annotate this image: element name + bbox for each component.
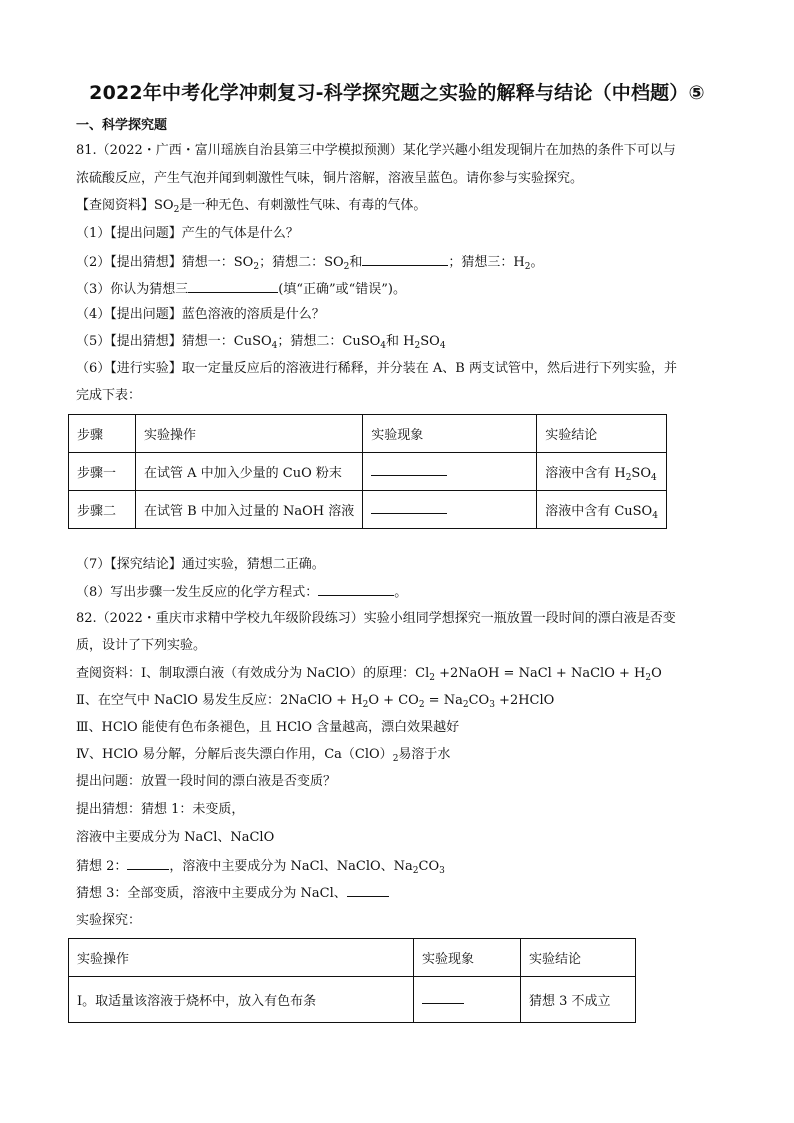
answer-blank[interactable] xyxy=(422,991,464,1004)
q81-item7: （7）【探究结论】通过实验，猜想二正确。 xyxy=(76,557,325,572)
q81-item6-line2: 完成下表： xyxy=(76,388,142,403)
q81-item8: （8）写出步骤一发生反应的化学方程式： 。 xyxy=(76,585,408,600)
table-cell-step: 步骤二 xyxy=(69,491,136,529)
answer-blank[interactable] xyxy=(318,583,394,596)
q82-hypothesis3: 猜想 3：全部变质，溶液中主要成分为 NaCl、 xyxy=(76,884,389,903)
table-cell-phenomenon xyxy=(414,977,521,1023)
q81-reference-info: 【查阅资料】$SO_2$是一种无色、有刺激性气味、有毒的气体。 xyxy=(76,198,427,215)
table-cell-phenomenon xyxy=(363,453,537,491)
q82-intro-line1: 82.（2022・重庆市求精中学校九年级阶段练习）实验小组同学想探究一瓶放置一段时间的漂白液是否变 xyxy=(76,611,676,626)
q82-hypothesis1-detail: 溶液中主要成分为 NaCl、NaClO xyxy=(76,830,275,845)
q81-item4: （4）【提出问题】蓝色溶液的溶质是什么？ xyxy=(76,307,325,322)
answer-blank[interactable] xyxy=(127,857,169,870)
q81-experiment-table xyxy=(68,414,667,529)
q81-intro-line1: 81.（2022・广西・富川瑶族自治县第三中学模拟预测）某化学兴趣小组发现铜片在加热的条件下可以与 xyxy=(76,143,676,158)
table-header-row xyxy=(69,415,667,453)
q81-item2: （2）【提出猜想】猜想一：$SO_2$；猜想二：$SO_2$和 ；猜想三：$H_2$。 xyxy=(76,255,544,272)
table-header-cell: 实验操作 xyxy=(69,939,414,977)
table-header-row xyxy=(69,939,636,977)
table-header-cell: 实验操作 xyxy=(136,415,363,453)
q81-intro-line2: 浓硫酸反应，产生气泡并闻到刺激性气味，铜片溶解，溶液呈蓝色。请你参与实验探究。 xyxy=(76,171,584,186)
answer-blank[interactable] xyxy=(188,280,278,293)
q81-item1: （1）【提出问题】产生的气体是什么？ xyxy=(76,226,299,241)
q82-hypothesis2: 猜想 2： ，溶液中主要成分为 NaCl、NaClO、$Na_2CO_3$ xyxy=(76,859,445,876)
table-cell-operation: 在试管 B 中加入过量的 NaOH 溶液 xyxy=(136,491,363,529)
table-row xyxy=(69,977,636,1023)
answer-blank[interactable] xyxy=(371,463,447,476)
q82-hypothesis-heading: 提出猜想：猜想 1：未变质， xyxy=(76,802,245,817)
table-row xyxy=(69,453,667,491)
table-header-cell: 实验现象 xyxy=(414,939,521,977)
table-cell-phenomenon xyxy=(363,491,537,529)
table-header-cell: 实验结论 xyxy=(521,939,636,977)
q81-item3: （3）你认为猜想三 (填“正确”或“错误”)。 xyxy=(76,282,407,297)
table-header-cell: 实验结论 xyxy=(537,415,667,453)
section-heading: 一、科学探究题 xyxy=(76,118,168,133)
q82-experiment-table xyxy=(68,938,636,1023)
q82-question: 提出问题：放置一段时间的漂白液是否变质？ xyxy=(76,774,337,789)
q82-explore-label: 实验探究： xyxy=(76,913,142,928)
table-cell-step: 步骤一 xyxy=(69,453,136,491)
q82-info1: 查阅资料：I、制取漂白液（有效成分为 NaClO）的原理：$Cl_2$ +2NaOH = NaCl + NaClO + $H_2O$ xyxy=(76,666,662,683)
q81-item5: （5）【提出猜想】猜想一：CuSO$_4$；猜想二：CuSO$_4$和 $H_2SO_4$ xyxy=(76,334,446,351)
q82-info3: Ⅲ、HClO 能使有色布条褪色，且 HClO 含量越高，漂白效果越好 xyxy=(76,720,460,735)
table-row xyxy=(69,491,667,529)
answer-blank[interactable] xyxy=(371,501,447,514)
table-cell-operation: Ⅰ。取适量该溶液于烧杯中，放入有色布条 xyxy=(69,977,414,1023)
q81-item6-line1: （6）【进行实验】取一定量反应后的溶液进行稀释，并分装在 A、B 两支试管中，然后进行下列实验，并 xyxy=(76,361,677,376)
q82-intro-line2: 质，设计了下列实验。 xyxy=(76,638,207,653)
table-header-cell: 步骤 xyxy=(69,415,136,453)
q82-info2: Ⅱ、在空气中 NaClO 易发生反应：2NaClO + $H_2O + CO_2 = Na_2CO_3$ +2HClO xyxy=(76,693,555,710)
q82-info4: Ⅳ、HClO 易分解，分解后丧失漂白作用，$Ca(ClO)_2$易溶于水 xyxy=(76,747,451,764)
answer-blank[interactable] xyxy=(362,253,448,266)
table-cell-conclusion: 溶液中含有 $H_2SO_4$ xyxy=(537,453,667,491)
table-cell-operation: 在试管 A 中加入少量的 CuO 粉末 xyxy=(136,453,363,491)
table-header-cell: 实验现象 xyxy=(363,415,537,453)
table-cell-conclusion: 溶液中含有 CuSO$_4$ xyxy=(537,491,667,529)
answer-blank[interactable] xyxy=(347,884,389,897)
page-title: 2022年中考化学冲刺复习-科学探究题之实验的解释与结论（中档题）⑤ xyxy=(89,82,705,104)
table-cell-conclusion: 猜想 3 不成立 xyxy=(521,977,636,1023)
